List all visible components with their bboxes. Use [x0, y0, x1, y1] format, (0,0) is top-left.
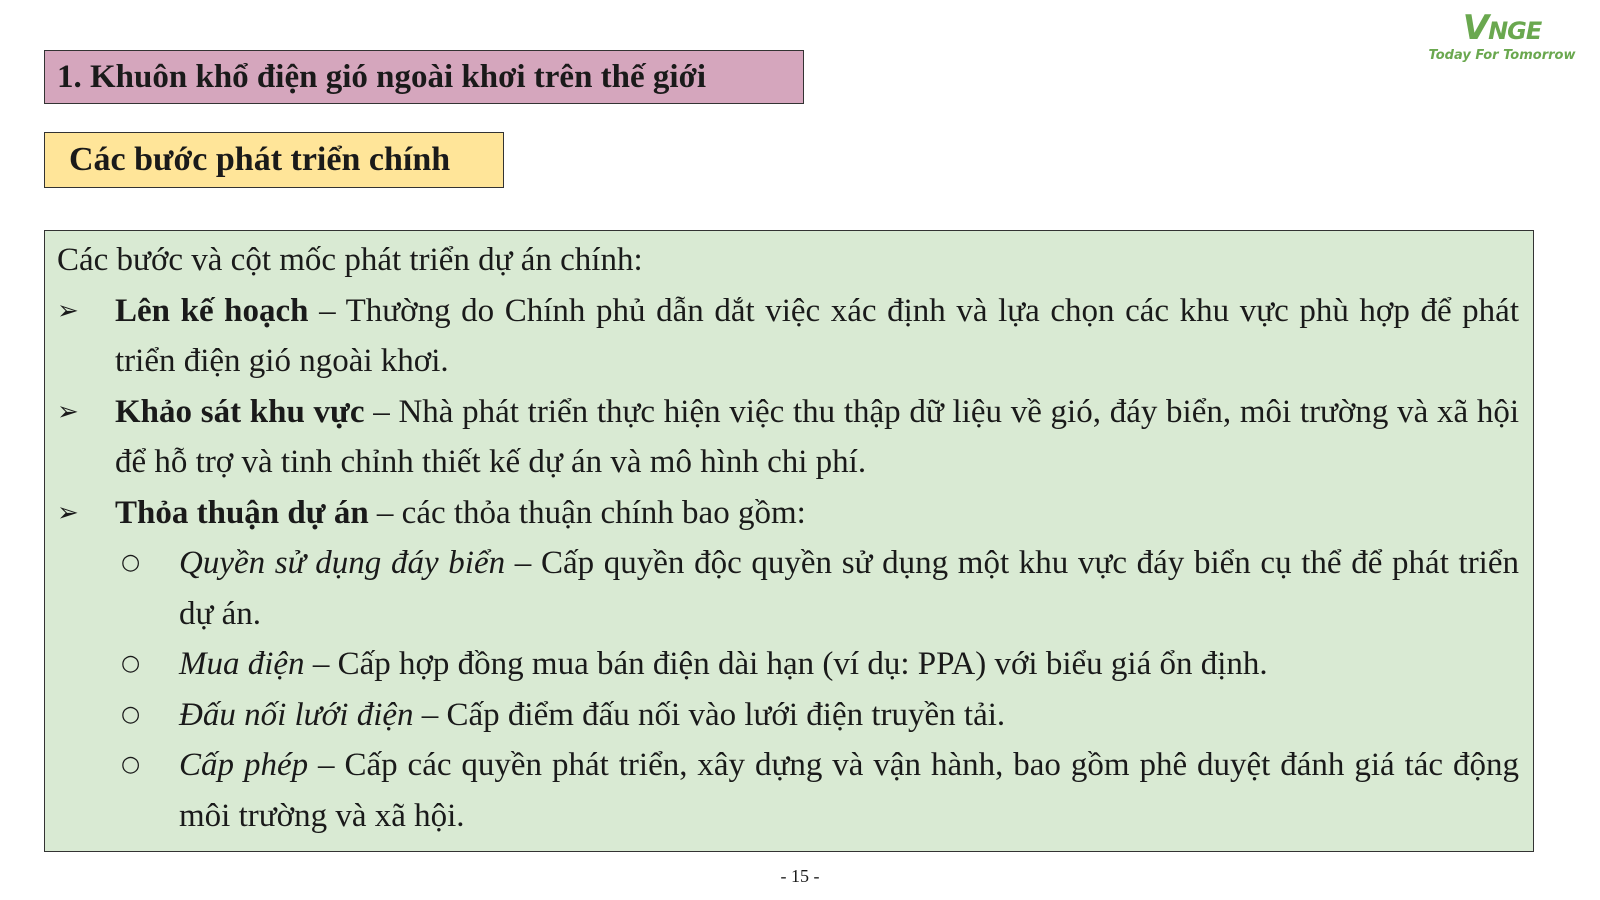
circle-bullet-icon: ○ [121, 752, 141, 777]
page-title-text: 1. Khuôn khổ điện gió ngoài khơi trên thế giới [57, 58, 707, 95]
circle-bullet-icon: ○ [121, 651, 141, 676]
circle-bullet-icon: ○ [121, 701, 141, 727]
sub-list-item [57, 740, 1519, 841]
logo-mark [1422, 8, 1582, 48]
arrow-bullet-icon: ➢ [57, 497, 79, 528]
subitem-term: Mua điện [179, 646, 305, 682]
subitem-text: – Cấp hợp đồng mua bán điện dài hạn (ví dụ: PPA) với biểu giá ổn định. [304, 646, 1268, 682]
content-box [44, 230, 1534, 852]
logo-mark-rest: NGE [1488, 17, 1542, 45]
item-term: Lên kế hoạch [115, 292, 309, 329]
subitem-term: Quyền sử dụng đáy biển [179, 545, 506, 581]
list-item [57, 286, 1519, 387]
item-text: – các thỏa thuận chính bao gồm: [368, 494, 806, 531]
arrow-bullet-icon: ➢ [57, 396, 79, 427]
item-text: – Nhà phát triển thực hiện việc thu thập dữ liệu về gió, đáy biển, môi trường và xã hội để hỗ trợ và tinh chỉnh thiết kế dự án và mô hình chi phí. [115, 393, 1519, 480]
subitem-text: – Cấp quyền độc quyền sử dụng một khu vực đáy biển cụ thể để phát triển dự án. [179, 545, 1519, 632]
subitem-term: Đấu nối lưới điện [179, 696, 414, 733]
arrow-bullet-icon: ➢ [57, 295, 79, 326]
circle-bullet-icon: ○ [121, 550, 141, 575]
sub-list-item [57, 538, 1519, 639]
section-heading [44, 132, 504, 188]
content-intro: Các bước và cột mốc phát triển dự án chính: [57, 242, 643, 278]
subitem-text: – Cấp các quyền phát triển, xây dựng và vận hành, bao gồm phê duyệt đánh giá tác động môi trường và xã hội. [179, 747, 1519, 834]
company-logo [1422, 8, 1582, 78]
item-term: Thỏa thuận dự án [115, 494, 369, 531]
list-item [57, 387, 1519, 488]
section-heading-text: Các bước phát triển chính [69, 141, 451, 178]
page-number: - 15 - [780, 866, 820, 886]
logo-tagline: Today For Tomorrow [1428, 48, 1576, 63]
page-title [44, 50, 804, 104]
subitem-text: – Cấp điểm đấu nối vào lưới điện truyền tải. [413, 696, 1006, 733]
logo-mark-first: V [1462, 8, 1489, 48]
list-item [57, 488, 1519, 539]
item-term: Khảo sát khu vực [115, 393, 365, 430]
subitem-term: Cấp phép [179, 747, 309, 783]
sub-list-item [57, 690, 1519, 741]
sub-list-item [57, 639, 1519, 690]
item-text: – Thường do Chính phủ dẫn dắt việc xác định và lựa chọn các khu vực phù hợp để phát triển điện gió ngoài khơi. [115, 292, 1519, 379]
